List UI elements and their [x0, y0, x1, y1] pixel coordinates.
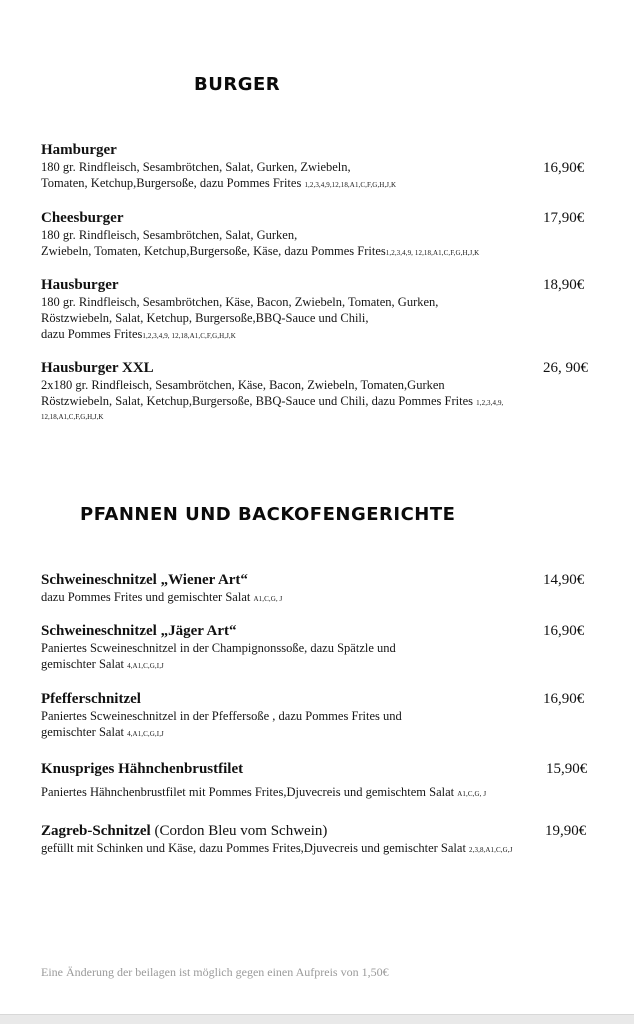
- item-description-line: [41, 243, 597, 261]
- item-description-text: Paniertes Hähnchenbrustfilet mit Pommes Frites,Djuvecreis und gemischtem Salat: [41, 785, 455, 799]
- item-price: 19,90€: [545, 823, 587, 839]
- bottom-scrollbar-strip: [0, 1014, 634, 1024]
- item-name-suffix: (Cordon Bleu vom Schwein): [150, 823, 328, 839]
- item-name: Knuspriges Hähnchenbrustfilet: [41, 761, 244, 777]
- item-description-line: [41, 656, 597, 674]
- item-price: 18,90€: [543, 277, 585, 293]
- item-price: 14,90€: [543, 572, 585, 588]
- item-description-line: [41, 724, 597, 742]
- item-description-line: 2x180 gr. Rindfleisch, Sesambrötchen, Käse, Bacon, Zwiebeln, Tomaten,Gurken: [41, 378, 445, 392]
- item-description-line: [41, 326, 597, 344]
- item-description-text: Röstzwiebeln, Salat, Ketchup,Burgersoße, BBQ-Sauce und Chili, dazu Pommes Frites: [41, 394, 474, 408]
- allergen-codes: 1,2,3,4,9, 12,18,A1,C,F,G,H,J,K: [385, 249, 480, 257]
- item-description-line: [41, 175, 597, 193]
- item-name: [41, 822, 597, 840]
- menu-item-hausburger-xxl: [41, 359, 597, 423]
- item-price: 26, 90€: [543, 360, 588, 376]
- menu-item-zagreb-schnitzel: [41, 822, 597, 858]
- item-name: Cheesburger: [41, 210, 124, 226]
- item-price: 16,90€: [543, 160, 585, 176]
- allergen-codes: 4,A1,C,G,I,J: [127, 730, 164, 738]
- allergen-codes: 4,A1,C,G,I,J: [127, 662, 164, 670]
- item-description-line: Paniertes Scweineschnitzel in der Champignonssoße, dazu Spätzle und: [41, 641, 396, 655]
- item-name-main: Zagreb-Schnitzel: [41, 823, 151, 839]
- item-description-line: 180 gr. Rindfleisch, Sesambrötchen, Salat, Gurken, Zwiebeln,: [41, 160, 351, 174]
- item-description-text: dazu Pommes Frites und gemischter Salat: [41, 590, 251, 604]
- item-price: 16,90€: [543, 691, 585, 707]
- section-heading-burger: BURGER: [194, 74, 281, 95]
- section-heading-pfannen-und-backofengerichte: PFANNEN UND BACKOFENGERICHTE: [80, 504, 456, 525]
- menu-item-knuspriges-haehnchenbrustfilet: [41, 760, 597, 802]
- item-price: 17,90€: [543, 210, 585, 226]
- item-name: Schweineschnitzel „Jäger Art“: [41, 623, 237, 639]
- allergen-codes: 1,2,3,4,9,: [476, 399, 504, 407]
- menu-item-hamburger: [41, 141, 597, 193]
- item-description-text: gemischter Salat: [41, 657, 124, 671]
- item-name: Hausburger: [41, 277, 119, 293]
- allergen-codes: 12,18,A1,C,F,G,H,J,K: [41, 413, 104, 421]
- item-description-text: gefüllt mit Schinken und Käse, dazu Pommes Frites,Djuvecreis und gemischter Salat: [41, 841, 466, 855]
- item-description-line: [41, 840, 597, 858]
- menu-item-pfefferschnitzel: [41, 690, 597, 742]
- item-description-line: [41, 589, 597, 607]
- menu-item-cheesburger: [41, 209, 597, 261]
- item-price: 16,90€: [543, 623, 585, 639]
- allergen-codes: A1,C,G, J: [457, 790, 487, 798]
- item-name: Hamburger: [41, 142, 117, 158]
- item-description-text: gemischter Salat: [41, 725, 124, 739]
- item-price: 15,90€: [546, 761, 588, 777]
- menu-item-schweineschnitzel-wiener-art: [41, 571, 597, 607]
- item-name: Hausburger XXL: [41, 360, 154, 376]
- allergen-codes: 1,2,3,4,9,12,18,A1,C,F,G,H,J,K: [304, 181, 397, 189]
- footer-note: Eine Änderung der beilagen ist möglich gegen einen Aufpreis von 1,50€: [41, 965, 389, 979]
- item-description-text: Tomaten, Ketchup,Burgersoße, dazu Pommes Frites: [41, 176, 302, 190]
- item-description-text: dazu Pommes Frites: [41, 327, 143, 341]
- allergen-codes: A1,C,G, J: [253, 595, 283, 603]
- menu-item-hausburger: [41, 276, 597, 344]
- item-description-line: [41, 393, 597, 411]
- allergen-codes: 1,2,3,4,9, 12,18,A1,C,F,G,H,J,K: [142, 332, 236, 340]
- item-name: Pfefferschnitzel: [41, 691, 141, 707]
- allergen-codes: 2,3,8,A1,C,G,J: [469, 846, 513, 854]
- menu-item-schweineschnitzel-jaeger-art: [41, 622, 597, 674]
- item-description-line: Paniertes Scweineschnitzel in der Pfeffersoße , dazu Pommes Frites und: [41, 709, 402, 723]
- item-description-text: Zwiebeln, Tomaten, Ketchup,Burgersoße, Käse, dazu Pommes Frites: [41, 244, 386, 258]
- item-description-line: [41, 784, 597, 802]
- item-description-line: 180 gr. Rindfleisch, Sesambrötchen, Käse, Bacon, Zwiebeln, Tomaten, Gurken,: [41, 295, 439, 309]
- item-description-line: Röstzwiebeln, Salat, Ketchup, Burgersoße,BBQ-Sauce und Chili,: [41, 311, 369, 325]
- item-description-line: 180 gr. Rindfleisch, Sesambrötchen, Salat, Gurken,: [41, 228, 298, 242]
- item-name: Schweineschnitzel „Wiener Art“: [41, 572, 248, 588]
